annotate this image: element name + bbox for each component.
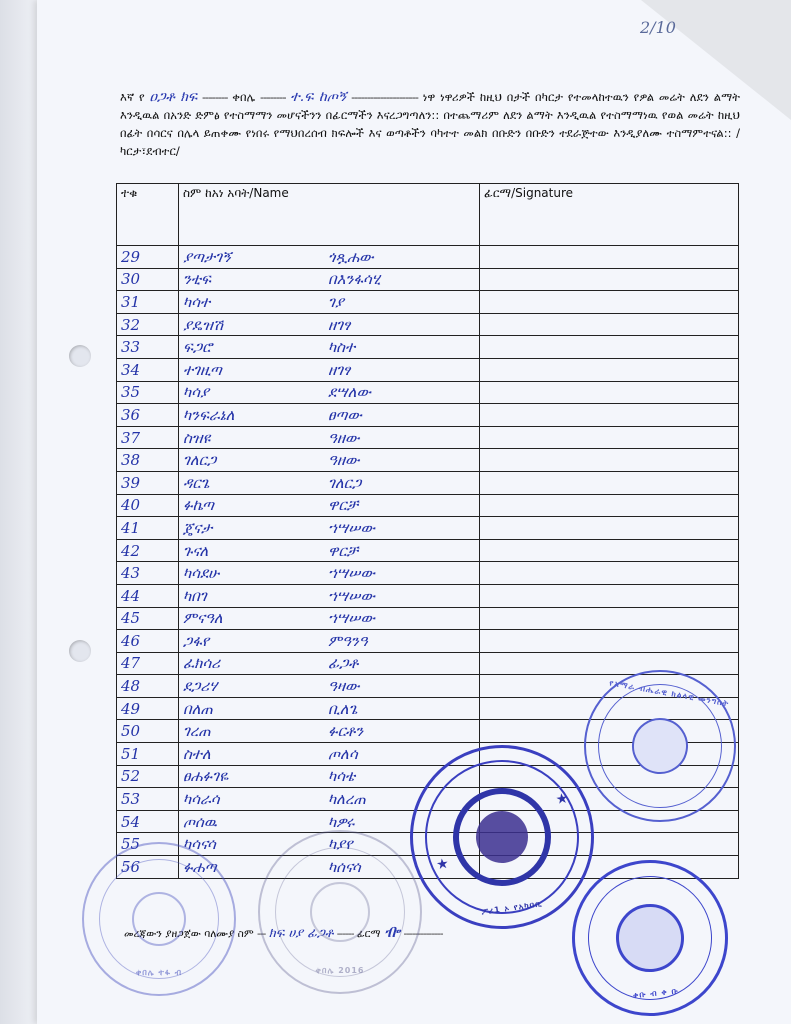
row-number: 33 [117, 336, 179, 359]
row-full-name [179, 336, 480, 359]
given-name: ካሳደሁ [183, 564, 220, 583]
father-name: ምዓንዓ [328, 631, 368, 650]
father-name: ዋርቻ [328, 541, 359, 560]
father-name: ዘገፃ [328, 315, 351, 334]
row-signature [480, 471, 739, 494]
table-row [117, 246, 739, 269]
father-name: ገለርጋ [328, 473, 362, 492]
given-name: ተገዚጣ [183, 360, 222, 379]
intro-text-3: ነዋ ነዋሪዎች ከዚህ በታች በካርታ የተመላከተዉን የዎል መሬት ለደን ልማት እንዲዉል በአንድ ድምፅ የተስማማን መሆናችንን በፊርማችን እናረጋግጣለን:: በተጨማሪም ለደን ልማት እንዲዉል የተስማማነዉ የወል መሬት ከዚህ በፊት በሳርና በሌላ ይጠቀሙ የነበሩ የማህበረሰብ ክፍሎች እና ወጣቶችን ባካተተ መልክ በቡድን በቡድን ተደራጅተው እንዲያለሙ ተስማምተናል:: /ካርታ፣ደብተር/ [120, 90, 741, 158]
row-full-name [179, 652, 480, 675]
table-row [117, 630, 739, 653]
header-signature: ፊርማ/Signature [480, 184, 739, 246]
table-row [117, 584, 739, 607]
intro-paragraph: እኛ የ ዐጋቶ ክፍ -------- ቀበሌ -------- ተ.ፍ ከጦኝ --------------------- ነዋ ነዋሪዎች ከዚህ በታች በካርታ የተመላከተዉን የዎል መሬት ለደን ልማት እንዲዉል በአንድ ድምፅ የተስማማን መሆናችንን በፊርማችን እናረጋግጣለን:: በተጨማሪም ለደን ልማት እንዲዉል የተስማማነዉ የወል መሬት ከዚህ በፊት በሳርና በሌላ ይጠቀሙ የነበሩ የማህበረሰብ ክፍሎች እና ወጣቶችን ባካተተ መልክ በቡድን በቡድን ተደራጅተው እንዲያለሙ ተስማምተናል:: /ካርታ፣ደብተር/ [120, 89, 741, 158]
father-name: በእንፋሳሂ [328, 270, 381, 289]
row-full-name [179, 246, 480, 269]
table-row [117, 517, 739, 540]
row-signature [480, 404, 739, 427]
table-row [117, 404, 739, 427]
row-signature [480, 584, 739, 607]
row-number: 43 [117, 562, 179, 585]
preparer-name: ክፍ ሀያ ፊጋቶ [268, 926, 334, 941]
signature-label: ፊርማ [356, 928, 381, 940]
table-row [117, 358, 739, 381]
row-number: 32 [117, 313, 179, 336]
row-full-name [179, 697, 480, 720]
row-number: 29 [117, 246, 179, 269]
father-name: ኀሣሠው [328, 564, 375, 583]
row-number: 36 [117, 404, 179, 427]
table-row [117, 449, 739, 472]
row-number: 34 [117, 358, 179, 381]
punch-hole [69, 640, 91, 662]
father-name: ዓዘው [328, 428, 360, 447]
row-number: 31 [117, 291, 179, 314]
father-name: ካዎሩ [328, 812, 355, 831]
given-name: ገለርጋ [183, 451, 217, 470]
given-name: በለጠ [183, 699, 213, 718]
stamp-center: ፖሪ1 ኦ የአካባቢ ★ ★ [398, 733, 606, 941]
preparer-label: መረጃውን ያዘጋጀው ባለሙያ ስም [124, 928, 254, 940]
row-signature [480, 562, 739, 585]
row-signature [480, 291, 739, 314]
given-name: ፉሐጣ [183, 857, 217, 876]
row-full-name [179, 675, 480, 698]
given-name: ካሳተ [183, 292, 211, 311]
row-number: 52 [117, 765, 179, 788]
intro-text-1: እኛ የ [120, 90, 145, 104]
row-number: 53 [117, 788, 179, 811]
table-row [117, 426, 739, 449]
row-number: 39 [117, 471, 179, 494]
table-row [117, 268, 739, 291]
row-full-name [179, 313, 480, 336]
given-name: ያዴዝሽ [183, 315, 223, 334]
row-full-name [179, 743, 480, 766]
row-full-name [179, 268, 480, 291]
given-name: ካንፍራኔለ [183, 405, 235, 424]
given-name: ንቲፍ [183, 270, 211, 289]
row-number: 56 [117, 856, 179, 879]
row-full-name [179, 426, 480, 449]
row-number: 46 [117, 630, 179, 653]
stamp-bottom-mid [258, 830, 422, 994]
row-signature [480, 358, 739, 381]
father-name: ዓዘው [328, 451, 360, 470]
stamp-bottom-right-text: ቀቡ ብ ቀ ቡ [632, 986, 680, 1001]
row-number: 49 [117, 697, 179, 720]
row-full-name [179, 584, 480, 607]
given-name: ስዝዩ [183, 428, 211, 447]
handwritten-group-name: ዐጋቶ ክፍ [149, 89, 198, 105]
given-name: ጦሰዉ [183, 812, 217, 831]
row-signature [480, 336, 739, 359]
given-name: ጋፋየ [183, 631, 210, 650]
given-name: ፈክሳሪ [183, 654, 220, 673]
father-name: ጎጿሐው [328, 247, 374, 266]
row-signature [480, 652, 739, 675]
preparer-line: መረጃውን ያዘጋጀው ባለሙያ ስም --- ክፍ ሀያ ፊጋቶ ------ ፊርማ ᎇ -------------- [124, 922, 443, 941]
row-number: 51 [117, 743, 179, 766]
row-number: 35 [117, 381, 179, 404]
table-row [117, 562, 739, 585]
father-name: ዋርቻ [328, 496, 359, 515]
row-signature [480, 268, 739, 291]
row-number: 45 [117, 607, 179, 630]
row-full-name [179, 471, 480, 494]
given-name: ደጋሪሃ [183, 677, 218, 696]
father-name: ኀሣሠው [328, 609, 375, 628]
given-name: ጉናለ [183, 541, 209, 560]
father-name: ፉርቶን [328, 722, 364, 741]
row-full-name [179, 494, 480, 517]
row-number: 41 [117, 517, 179, 540]
row-signature [480, 630, 739, 653]
row-number: 44 [117, 584, 179, 607]
given-name: ገረጠ [183, 722, 211, 741]
father-name: ካሳቴ [328, 767, 356, 786]
row-number: 40 [117, 494, 179, 517]
row-full-name [179, 449, 480, 472]
given-name: ካበገ [183, 586, 207, 605]
row-number: 30 [117, 268, 179, 291]
stamp-top-right-text: የአማራ ብሔራዊ ክልላዊ መንግስት [608, 678, 730, 709]
stamp-center-text: ፖሪ1 ኦ የአካባቢ [480, 899, 543, 917]
row-full-name [179, 381, 480, 404]
header-name: ስም ከአነ አባት/Name [179, 184, 480, 246]
table-row [117, 539, 739, 562]
table-row [117, 471, 739, 494]
father-name: ፊጋቶ [328, 654, 359, 673]
given-name: ምናዓለ [183, 609, 223, 628]
row-signature [480, 381, 739, 404]
row-full-name [179, 630, 480, 653]
row-number: 54 [117, 810, 179, 833]
row-full-name [179, 358, 480, 381]
under-sheet [0, 0, 37, 1024]
given-name: ካሳያ [183, 383, 210, 402]
handwritten-place: ተ.ፍ ከጦኝ [290, 89, 347, 105]
given-name: ስተለ [183, 744, 211, 763]
father-name: ፀጣው [328, 405, 362, 424]
given-name: ካሳናሳ [183, 835, 216, 854]
row-full-name [179, 291, 480, 314]
preparer-signature: ᎇ [383, 922, 401, 941]
row-number: 55 [117, 833, 179, 856]
row-full-name [179, 607, 480, 630]
table-row [117, 607, 739, 630]
father-name: ካስተ [328, 338, 356, 357]
row-full-name [179, 539, 480, 562]
row-number: 42 [117, 539, 179, 562]
row-signature [480, 449, 739, 472]
given-name: ጄናታ [183, 518, 213, 537]
corner-page-note: 2/10 [640, 18, 676, 37]
punch-hole [69, 345, 91, 367]
given-name: ካሳራሳ [183, 790, 220, 809]
row-full-name [179, 517, 480, 540]
father-name: ዓዛው [328, 677, 360, 696]
row-signature [480, 607, 739, 630]
row-full-name [179, 562, 480, 585]
given-name: ዳርጌ [183, 473, 210, 492]
row-number: 50 [117, 720, 179, 743]
row-signature [480, 246, 739, 269]
father-name: ቢለጌ [328, 699, 358, 718]
row-signature [480, 313, 739, 336]
stamp-bottom-left [82, 842, 236, 996]
stamp-bottom-mid-text: ቀበሌ 2016 [315, 966, 365, 975]
table-row [117, 291, 739, 314]
stamp-bottom-left-text: ቀበሌ ተፋ ብ [135, 968, 183, 977]
father-name: ጦለሳ [328, 744, 358, 763]
father-name: ካሰናሳ [328, 857, 361, 876]
given-name: ፉኬጣ [183, 496, 214, 515]
father-name: ካያየ [328, 835, 353, 854]
father-name: ኀሣሠው [328, 586, 375, 605]
row-signature [480, 539, 739, 562]
row-full-name [179, 720, 480, 743]
row-signature [480, 426, 739, 449]
row-number: 37 [117, 426, 179, 449]
row-number: 47 [117, 652, 179, 675]
table-row [117, 494, 739, 517]
row-signature [480, 517, 739, 540]
table-row [117, 313, 739, 336]
row-full-name [179, 404, 480, 427]
table-row [117, 336, 739, 359]
intro-text-2: ቀበሌ [232, 90, 256, 104]
father-name: ገያ [328, 292, 344, 311]
header-number: ተቁ [117, 184, 179, 246]
father-name: ካለረጠ [328, 790, 366, 809]
table-row [117, 381, 739, 404]
row-signature [480, 494, 739, 517]
given-name: ፍጋሮ [183, 338, 213, 357]
row-number: 38 [117, 449, 179, 472]
given-name: ፀሐፉገዬ [183, 767, 229, 786]
table-header-row [117, 184, 739, 246]
father-name: ኀሣሠው [328, 518, 375, 537]
row-number: 48 [117, 675, 179, 698]
father-name: ደሣለው [328, 383, 371, 402]
father-name: ዘገፃ [328, 360, 351, 379]
given-name: ያጣታገኝ [183, 247, 231, 266]
